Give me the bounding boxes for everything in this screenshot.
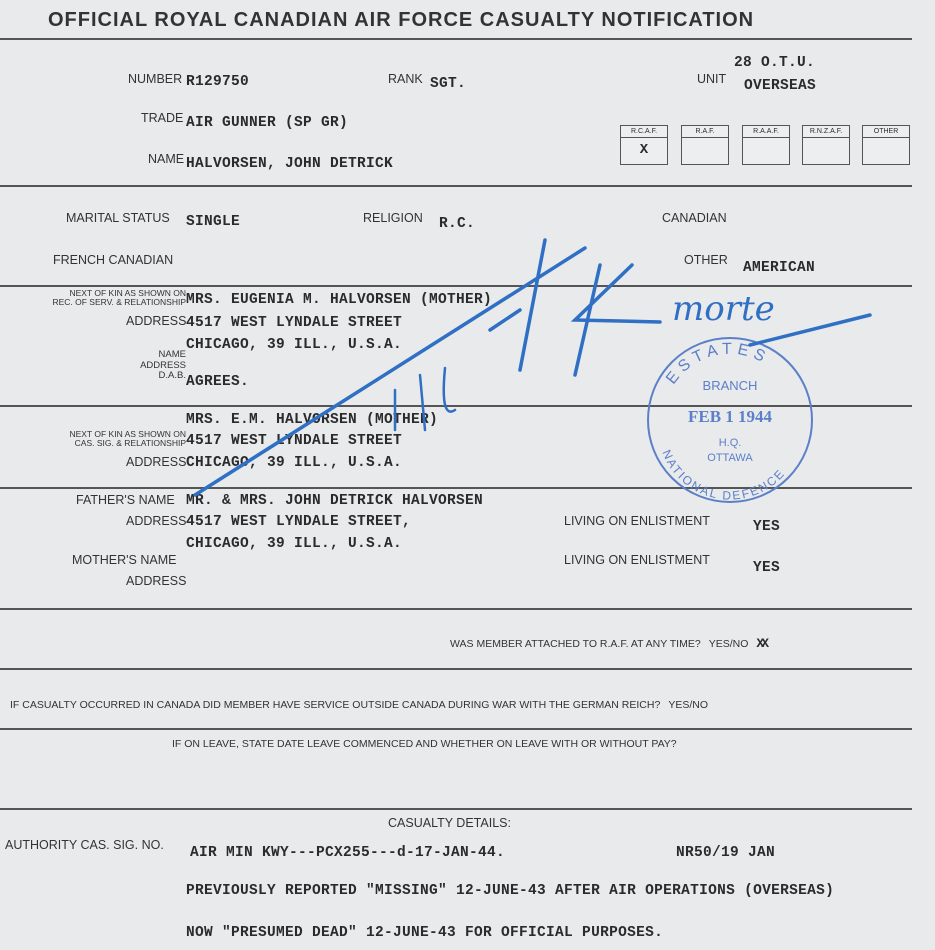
nok2-name: MRS. E.M. HALVORSEN (MOTHER) [186,412,439,428]
estates-stamp [648,338,812,503]
father-address1: 4517 WEST LYNDALE STREET, [186,514,412,530]
father-address2: CHICAGO, 39 ILL., U.S.A. [186,536,403,552]
rank-label: RANK [388,72,423,86]
mother-living-label: LIVING ON ENLISTMENT [564,553,710,567]
nok2-address2: CHICAGO, 39 ILL., U.S.A. [186,455,403,471]
father-address-label: ADDRESS [126,514,187,528]
service-number: R129750 [186,74,250,90]
mother-living-value: YES [753,560,781,576]
pen-stroke [195,248,585,495]
dab-label-line3: D.A.B. [158,370,186,381]
canada-question: IF CASUALTY OCCURRED IN CANADA DID MEMBER HAVE SERVICE OUTSIDE CANADA DURING WAR WITH THE GERMAN REICH? [10,699,661,711]
father-living-label: LIVING ON ENLISTMENT [564,514,710,528]
nok2-address-label: ADDRESS [126,455,187,469]
nok1-label-line1: NEXT OF KIN AS SHOWN ON [69,288,186,298]
force-box-label: OTHER [863,126,909,138]
unit-label: UNIT [697,72,727,86]
stamp-top-text: ESTATES [663,340,773,388]
religion-value: R.C. [439,216,476,232]
document-title: OFFICIAL ROYAL CANADIAN AIR FORCE CASUALTY NOTIFICATION [48,9,755,31]
stamp-date: FEB 1 1944 [687,407,773,426]
mother-label: MOTHER'S NAME [72,553,177,567]
father-name: MR. & MRS. JOHN DETRICK HALVORSEN [186,493,484,509]
rank-value: SGT. [430,76,467,92]
other-label: OTHER [684,253,728,267]
nok2-label-line2: CAS. SIG. & RELATIONSHIP [74,438,186,448]
stamp-bottom-text: NATIONAL DEFENCE [659,447,789,503]
marital-value: SINGLE [186,214,241,230]
canada-yesno: YES/NO [668,699,708,711]
nok1-name: MRS. EUGENIA M. HALVORSEN (MOTHER) [186,292,493,308]
dab-value: AGREES. [186,374,250,390]
nok1-address-label: ADDRESS [126,314,187,328]
dab-label-line2: ADDRESS [140,359,186,371]
nok1-address1: 4517 WEST LYNDALE STREET [186,315,403,331]
raf-mark: XX [756,636,766,651]
force-box-label: R.N.Z.A.F. [803,126,849,138]
french-canadian-label: FRENCH CANADIAN [53,253,174,267]
raf-question: WAS MEMBER ATTACHED TO R.A.F. AT ANY TIME? [450,638,701,650]
number-label: NUMBER [128,72,183,86]
trade-label: TRADE [141,111,184,125]
stamp-city: OTTAWA [707,452,753,464]
nok2-address1: 4517 WEST LYNDALE STREET [186,433,403,449]
father-label: FATHER'S NAME [76,493,175,507]
father-living-value: YES [753,519,781,535]
leave-question: IF ON LEAVE, STATE DATE LEAVE COMMENCED AND WHETHER ON LEAVE WITH OR WITHOUT PAY? [172,738,677,750]
authority-value: AIR MIN KWY---PCX255---d-17-JAN-44. [190,845,506,861]
force-box-label: R.C.A.F. [621,126,667,138]
pen-stroke [395,368,455,430]
unit-line1: 28 O.T.U. [734,55,816,71]
force-box-label: R.A.A.F. [743,126,789,138]
trade-value: AIR GUNNER (SP GR) [186,115,349,131]
canadian-label: CANADIAN [662,211,727,225]
marital-label: MARITAL STATUS [66,211,170,225]
force-box-label: R.A.F. [682,126,728,138]
name-label: NAME [148,152,185,166]
pen-stroke-x [575,265,660,375]
dab-label-line1: NAME [158,349,186,360]
religion-label: RELIGION [363,211,423,225]
nok1-label-line2: REC. OF SERV. & RELATIONSHIP [52,297,186,307]
nok1-address2: CHICAGO, 39 ILL., U.S.A. [186,337,403,353]
other-value: AMERICAN [743,260,816,276]
nok2-label-line1: NEXT OF KIN AS SHOWN ON [69,429,186,439]
authority-ref: NR50/19 JAN [676,845,776,861]
force-box-mark: X [639,142,649,158]
unit-line2: OVERSEAS [744,78,817,94]
mother-address-label: ADDRESS [126,574,187,588]
casualty-heading: CASUALTY DETAILS: [388,816,511,830]
casualty-line2: NOW "PRESUMED DEAD" 12-JUNE-43 FOR OFFICIAL PURPOSES. [186,925,664,941]
handwritten-markings [195,240,870,495]
stamp-hq: H.Q. [718,437,742,449]
handwritten-note: morte [672,289,775,329]
authority-label: AUTHORITY CAS. SIG. NO. [5,838,164,852]
name-value: HALVORSEN, JOHN DETRICK [186,156,394,172]
stamp-branch: BRANCH [702,378,758,393]
raf-yesno: YES/NO [708,638,749,650]
casualty-line1: PREVIOUSLY REPORTED "MISSING" 12-JUNE-43 AFTER AIR OPERATIONS (OVERSEAS) [186,883,835,899]
